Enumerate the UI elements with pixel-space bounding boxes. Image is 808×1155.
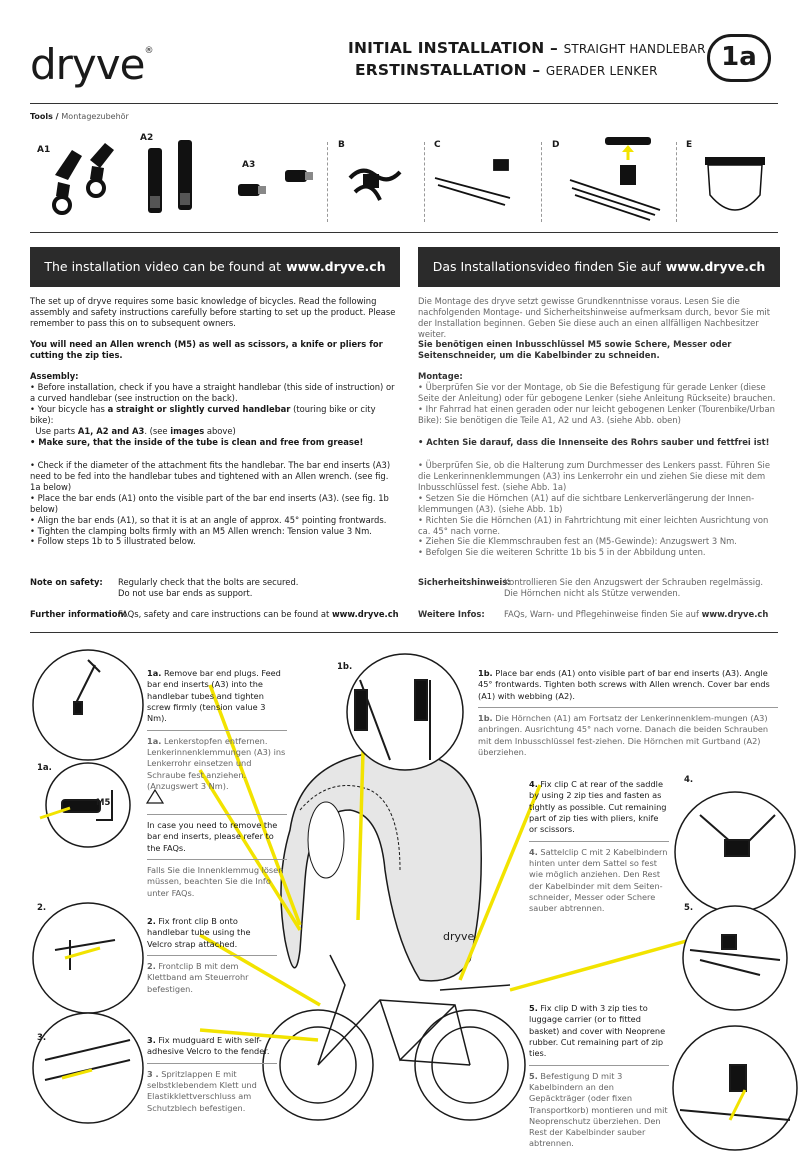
step-1a-text: 1a. Remove bar end plugs. Feed bar end inserts (A3) into the handlebar tubes and tighten screw firmly (tension value 3 Nm). 1a. Lenkerstopfen entfernen. Lenkerinnenklemmungen (A3) ins Lenkerrohr einsetzen und Schraube fest anziehen. (Anzugswert 3 Nm). In case you need to remove the bar end inserts, please refer to the FAQs. Falls Sie die Innenklemmug lösen müssen, beachten Sie die Info unter FAQs. [147,668,286,898]
step-label-3: 3. [37,1033,47,1043]
further-info-en: Further information: FAQs, safety and care instructions can be found at www.dryve.ch [30,609,399,619]
video-banner-en: The installation video can be found at www.dryve.ch [30,247,400,287]
tool-label-a2: A2 [140,133,154,143]
step-label-2: 2. [37,903,47,913]
tool-label-a3: A3 [242,160,256,170]
video-link-de[interactable]: www.dryve.ch [665,258,766,274]
m5-label: M5 [96,798,111,808]
dryve-cover-icon [281,751,481,980]
title-de: ERSTINSTALLATION – GERADER LENKER [355,61,658,79]
safety-de: Sicherheitshinweis: Kontrollieren Sie den Anzugswert der Schrauben regelmässig. Die Hörnchen nicht als Stütze verwenden. [418,577,764,598]
clean-note-en: • Make sure, that the inside of the tube is clean and free from grease! [30,437,364,447]
page-badge: 1a [707,34,771,82]
title-en: INITIAL INSTALLATION – STRAIGHT HANDLEBAR [348,39,706,57]
assembly-de: Montage: • Überprüfen Sie vor der Montage, ob Sie die Befestigung für gerade Lenker (diese Seite der Anleitung) oder für gebogene Lenker (siehe Anleitung Rückseite) brauchen. • Ihr Fahrrad hat einen geraden oder nur leicht gebogenen Lenker (Tourenbike/Urban Bike): Sie benötigen die Teile A1, A2 und A3. (siehe Abb. oben) [418,371,776,425]
step-3-text: 3. Fix mudguard E with self-adhesive Velcro to the fender. 3 . Spritzlappen E mit selbstklebendem Klett und Elastikklettverschluss am Schutzblech befestigen. [147,1035,277,1114]
step-4-text: 4. Fix clip C at rear of the saddle by using 2 zip ties and fasten as tightly as possible. Cut remaining part of zip ties with pliers, knife or scissors. 4. Sattelclip C mit 2 Kabelbindern hinten unter dem Sattel so fest wie möglich anziehen. Den Rest der Kabelbinder mit dem Seiten-schneider, Messer oder Schere sauber abtrennen. [529,779,668,914]
tools-needed-en: You will need an Allen wrench (M5) as well as scissors, a knife or pliers for cutting the zip ties. [30,339,383,360]
further-info-de: Weitere Infos: FAQs, Warn- und Pflegehinweise finden Sie auf www.dryve.ch [418,609,769,619]
tool-label-d: D [552,140,560,150]
video-banner-de: Das Installationsvideo finden Sie auf www.dryve.ch [418,247,780,287]
checks-en: • Check if the diameter of the attachment fits the handlebar. The bar end inserts (A3) need to be fed into the handlebar tubes and tightened with an Allen wrench. (see fig. 1a below) • Place the bar ends (A1) onto the visible part of the bar end inserts (A3). (see fig. 1b below) • Align the bar ends (A1), so that it is at an angle of approx. 45° pointing frontwards. • Tighten the clamping bolts firmly with an M5 Allen wrench: Tension value 3 Nm. • Follow steps 1b to 5 illustrated below. [30,460,391,547]
tool-label-a1: A1 [37,145,51,155]
step-1b-text: 1b. Place bar ends (A1) onto visible part of bar end inserts (A3). Angle 45° frontwards. Tighten both screws with Allen wrench. Cover bar ends (A1) with webbing (A2). 1b. Die Hörnchen (A1) am Fortsatz der Lenkerinnenklem-mungen (A3) anbringen. Ausrichtung 45° nach vorne. Danach die beiden Schrauben mit dem Inbusschlüssel fest-ziehen. Die Hörnchen mit Gurtband (A2) überziehen. [478,668,778,758]
registered-mark: ® [144,46,153,56]
brand-name: dryve [30,40,145,89]
faq-link-en[interactable]: www.dryve.ch [331,609,399,619]
tools-label: Tools / Montagezubehör [30,112,129,121]
step-5-text: 5. Fix clip D with 3 zip ties to luggage carrier (or to fitted basket) and cover with Neoprene rubber. Cut remaining part of zip ties. 5. Befestigung D mit 3 Kabelbindern an den Gepäckträger (oder fixen Transportkorb) montieren und mit Neoprenschutz überziehen. Den Rest der Kabelbinder sauber abtrennen. [529,1003,668,1149]
tool-label-e: E [686,140,693,150]
step-label-4: 4. [684,775,694,785]
step-2-text: 2. Fix front clip B onto handlebar tube using the Velcro strap attached. 2. Frontclip B mit dem Klettband am Steuerrohr befestigen. [147,916,277,995]
faq-link-de[interactable]: www.dryve.ch [701,609,769,619]
assembly-en: Assembly: • Before installation, check if you have a straight handlebar (this side of instruction) or a curved handlebar (see instruction on the back). • Your bicycle has a straight or slightly curved handlebar (touring bike or city bike): Use parts A1, A2 and A3. (see images above) [30,371,395,436]
intro-en: The set up of dryve requires some basic knowledge of bicycles. Read the following assembly and safety instructions carefully before starting to set up the product. Please remember to pass this on to subsequent owners. [30,296,396,328]
intro-de: Die Montage des dryve setzt gewisse Grundkenntnisse voraus. Lesen Sie die nachfolgenden Montage- und Sicherheitshinweise aufmerksam durch, bevor Sie mit der Installation beginnen. Geben Sie diese auch an einen allfälligen Nachbesitzer weiter. [418,296,770,339]
safety-en: Note on safety: Regularly check that the bolts are secured. Do not use bar ends as support. [30,577,299,598]
step-label-1b: 1b. [337,662,353,672]
step-label-1a: 1a. [37,763,52,773]
tool-label-b: B [338,140,345,150]
clean-note-de: • Achten Sie darauf, dass die Innenseite des Rohrs sauber und fettfrei ist! [418,437,770,447]
step-label-5: 5. [684,903,694,913]
video-link-en[interactable]: www.dryve.ch [286,258,386,274]
checks-de: • Überprüfen Sie, ob die Halterung zum Durchmesser des Lenkers passt. Führen Sie die Lenkerinnenklemmungen (A3) ins Lenkerrohr ein und ziehen Sie diese mit dem Inbusschlüssel fest. (siehe Abb. 1a) • Setzen Sie die Hörnchen (A1) auf die sichtbare Lenkerverlängerung der Innen-klemmungen (A3). (siehe Abb. 1b) • Richten Sie die Hörnchen (A1) in Fahrtrichtung mit einer leichten Ausrichtung von ca. 45° nach vorne. • Ziehen Sie die Klemmschrauben fest an (M5-Gewinde): Anzugswert 3 Nm. • Befolgen Sie die weiteren Schritte 1b bis 5 in der Abbildung unten. [418,460,771,558]
tool-label-c: C [434,140,441,150]
tools-needed-de: Sie benötigen einen Inbusschlüssel M5 sowie Schere, Messer oder Seitenschneider, um die Kabelbinder zu schneiden. [418,339,732,360]
cover-brand: dryve [443,930,475,943]
